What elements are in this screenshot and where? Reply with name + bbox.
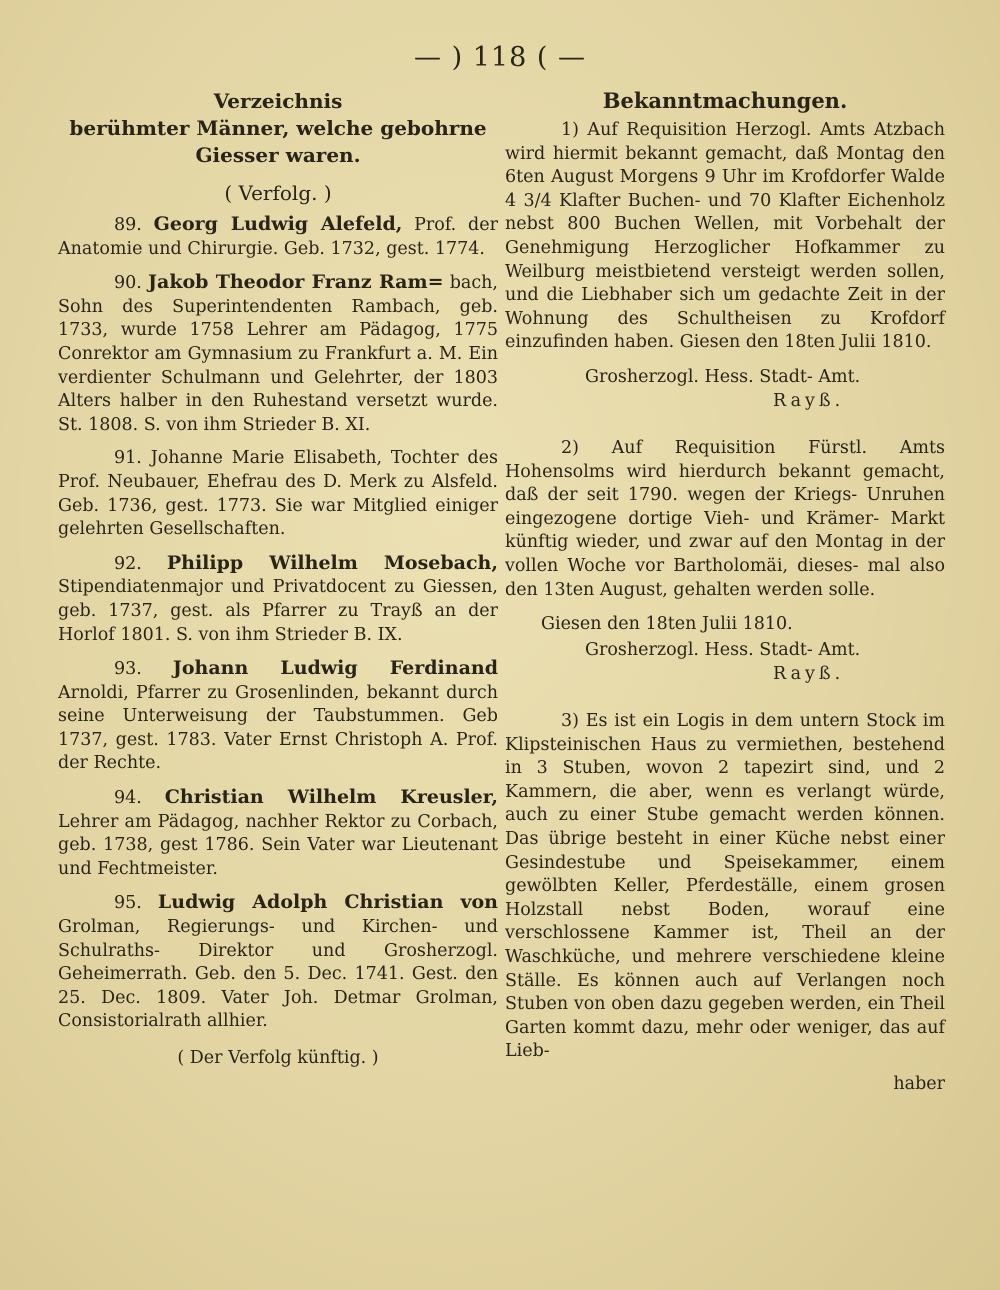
continuation-note: ( Der Verfolg künftig. ) [177, 1048, 379, 1068]
entry-text: Arnoldi, Pfarrer zu Grosenlinden, bekannt durch seine Unterweisung der Taubstummen. Geb 1737, gest. 1783. Vater Ernst Christoph A. Prof. der Rechte. [58, 682, 498, 774]
notice-2 [505, 437, 945, 686]
entry-name: Johann Ludwig Ferdinand [172, 657, 498, 680]
entry-number: 89. [114, 215, 142, 235]
entry-number: 94. [114, 788, 142, 809]
continued-note: ( Verfolg. ) [224, 181, 332, 205]
catchword: haber [893, 1074, 945, 1094]
entry-number: 90. [114, 273, 142, 294]
notice-body [505, 437, 945, 602]
entry-89 [58, 213, 498, 261]
entry-number: 93. [114, 659, 142, 680]
notice-text: Stock im Klipsteinischen Haus zu vermiethen, bestehend in 3 Stuben, wovon 2 tapezirt sind, und 2 Kammern, die aber, wenn es verlangt würde, auch zu einer Stube gemacht werden können. Das übrige besteht in einer Küche nebst einer Gesindestube und Speisekammer, einem gewölbten Keller, Pferdeställe, einem grosen Holzstall nebst Boden, worauf eine verschlossene Kammer ist, Theil an der Waschküche, und mehrere verschiedene kleine Ställe. Es können auch auf Verlangen noch Stuben von oben dazu gegeben werden, ein Theil Garten kommt dazu, mehr oder weniger, das auf Lieb- [505, 711, 945, 1062]
entry-90 [58, 271, 498, 437]
entry-text: Johanne Marie Elisabeth, Tochter des Prof. Neubauer, Ehefrau des D. Merk zu Alsfeld. Geb. 1736, gest. 1773. Sie war Mitglied einiger gelehrten Gesellschaften. [58, 448, 498, 540]
notice-text: Atzbach wird hiermit bekannt gemacht, daß Montag den 6ten August Morgens 9 Uhr im Krofdorfer Walde 4 3/4 Klafter Buchen- und 70 Klafter Eichenholz nebst 800 Buchen Wellen, mit Vorbehalt der Genehmigung Herzoglicher Hofkammer zu Weilburg meistbietend versteigt werden sollen, und die Liebhaber sich um gedachte Zeit in der Wohnung des Schultheisen zu Krofdorf einzufinden haben. Giesen den 18ten Julii 1810. [505, 120, 945, 353]
notice-lead: 2) Auf Requisition Fürstl. Amts [561, 437, 945, 458]
notice-lead: 3) Es ist ein Logis in dem untern [561, 711, 860, 732]
entry-number: 95. [114, 893, 142, 914]
title-line: Giesser waren. [195, 143, 361, 167]
entry-name: Philipp Wilhelm Mosebach, [166, 551, 498, 574]
entry-name: Ludwig Adolph Christian von [157, 891, 498, 914]
entry-94 [58, 786, 498, 881]
entry-number: 91. [114, 448, 142, 469]
notice-text: Hohensolms wird hierdurch bekannt gemacht, daß der seit 1790. wegen der Kriegs- Unruhen eingezogene dortige Vieh- und Krämer- Markt künftig wieder, und zwar auf den Montag in der vollen Woche vor Bartholomäi, dieses- mal also den 13ten August, gehalten werden solle. [505, 461, 945, 600]
left-column [58, 88, 498, 1068]
notice-body [505, 119, 945, 355]
entry-name: Jakob Theodor Franz Ram= [148, 271, 444, 294]
notice-lead: 1) Auf Requisition Herzogl. Amts [561, 120, 866, 140]
entry-93 [58, 657, 498, 776]
entry-91 [58, 447, 498, 541]
entry-name: Georg Ludwig Alefeld, [153, 213, 403, 235]
right-column [505, 88, 945, 1118]
notice-signature: Rayß. [773, 390, 845, 411]
notice-authority: Grosherzogl. Hess. Stadt- Amt. [585, 640, 861, 661]
entry-95 [58, 891, 498, 1034]
entry-text: Grolman, Regierungs- und Kirchen- und Schulraths- Direktor und Grosherzogl. Geheimerrath. Geb. den 5. Dec. 1741. Gest. den 25. Dec. 1809. Vater Joh. Detmar Grolman, Consistorialrath allhier. [58, 917, 498, 1032]
announcements-title: Bekanntmachungen. [602, 88, 848, 113]
notice-signature: Rayß. [773, 664, 845, 685]
entry-text: Lehrer am Pädagog, nachher Rektor zu Corbach, geb. 1738, gest 1786. Sein Vater war Lieutenant und Fechtmeister. [58, 811, 498, 879]
notice-authority: Grosherzogl. Hess. Stadt- Amt. [585, 366, 861, 387]
entry-text: Prof. der Anatomie und Chirurgie. Geb. 1732, gest. 1774. [58, 215, 498, 259]
page-number: — ) 118 ( — [414, 42, 586, 73]
notice-dateline: Giesen den 18ten Julii 1810. [541, 614, 793, 635]
notice-1 [505, 119, 945, 413]
notice-3 [505, 710, 945, 1094]
section-title [58, 88, 498, 169]
entry-text: Stipendiatenmajor und Privatdocent zu Giessen, geb. 1737, gest. als Pfarrer zu Trayß an der Horlof 1801. S. von ihm Strieder B. IX. [58, 577, 498, 645]
notice-body [505, 710, 945, 1064]
entry-92 [58, 552, 498, 647]
entry-text: bach, Sohn des Superintendenten Rambach, geb. 1733, wurde 1758 Lehrer am Pädagog, 1775 Conrektor am Gymnasium zu Frankfurt a. M. Ein verdienter Schulmann und Gelehrter, der 1803 Alters halber in den Ruhestand versetzt wurde. St. 1808. S. von ihm Strieder B. XI. [58, 273, 498, 435]
title-line: berühmter Männer, welche gebohrne [69, 116, 487, 140]
entry-name: Christian Wilhelm Kreusler, [164, 786, 498, 809]
entry-number: 92. [114, 553, 142, 574]
title-line: Verzeichnis [213, 89, 343, 113]
